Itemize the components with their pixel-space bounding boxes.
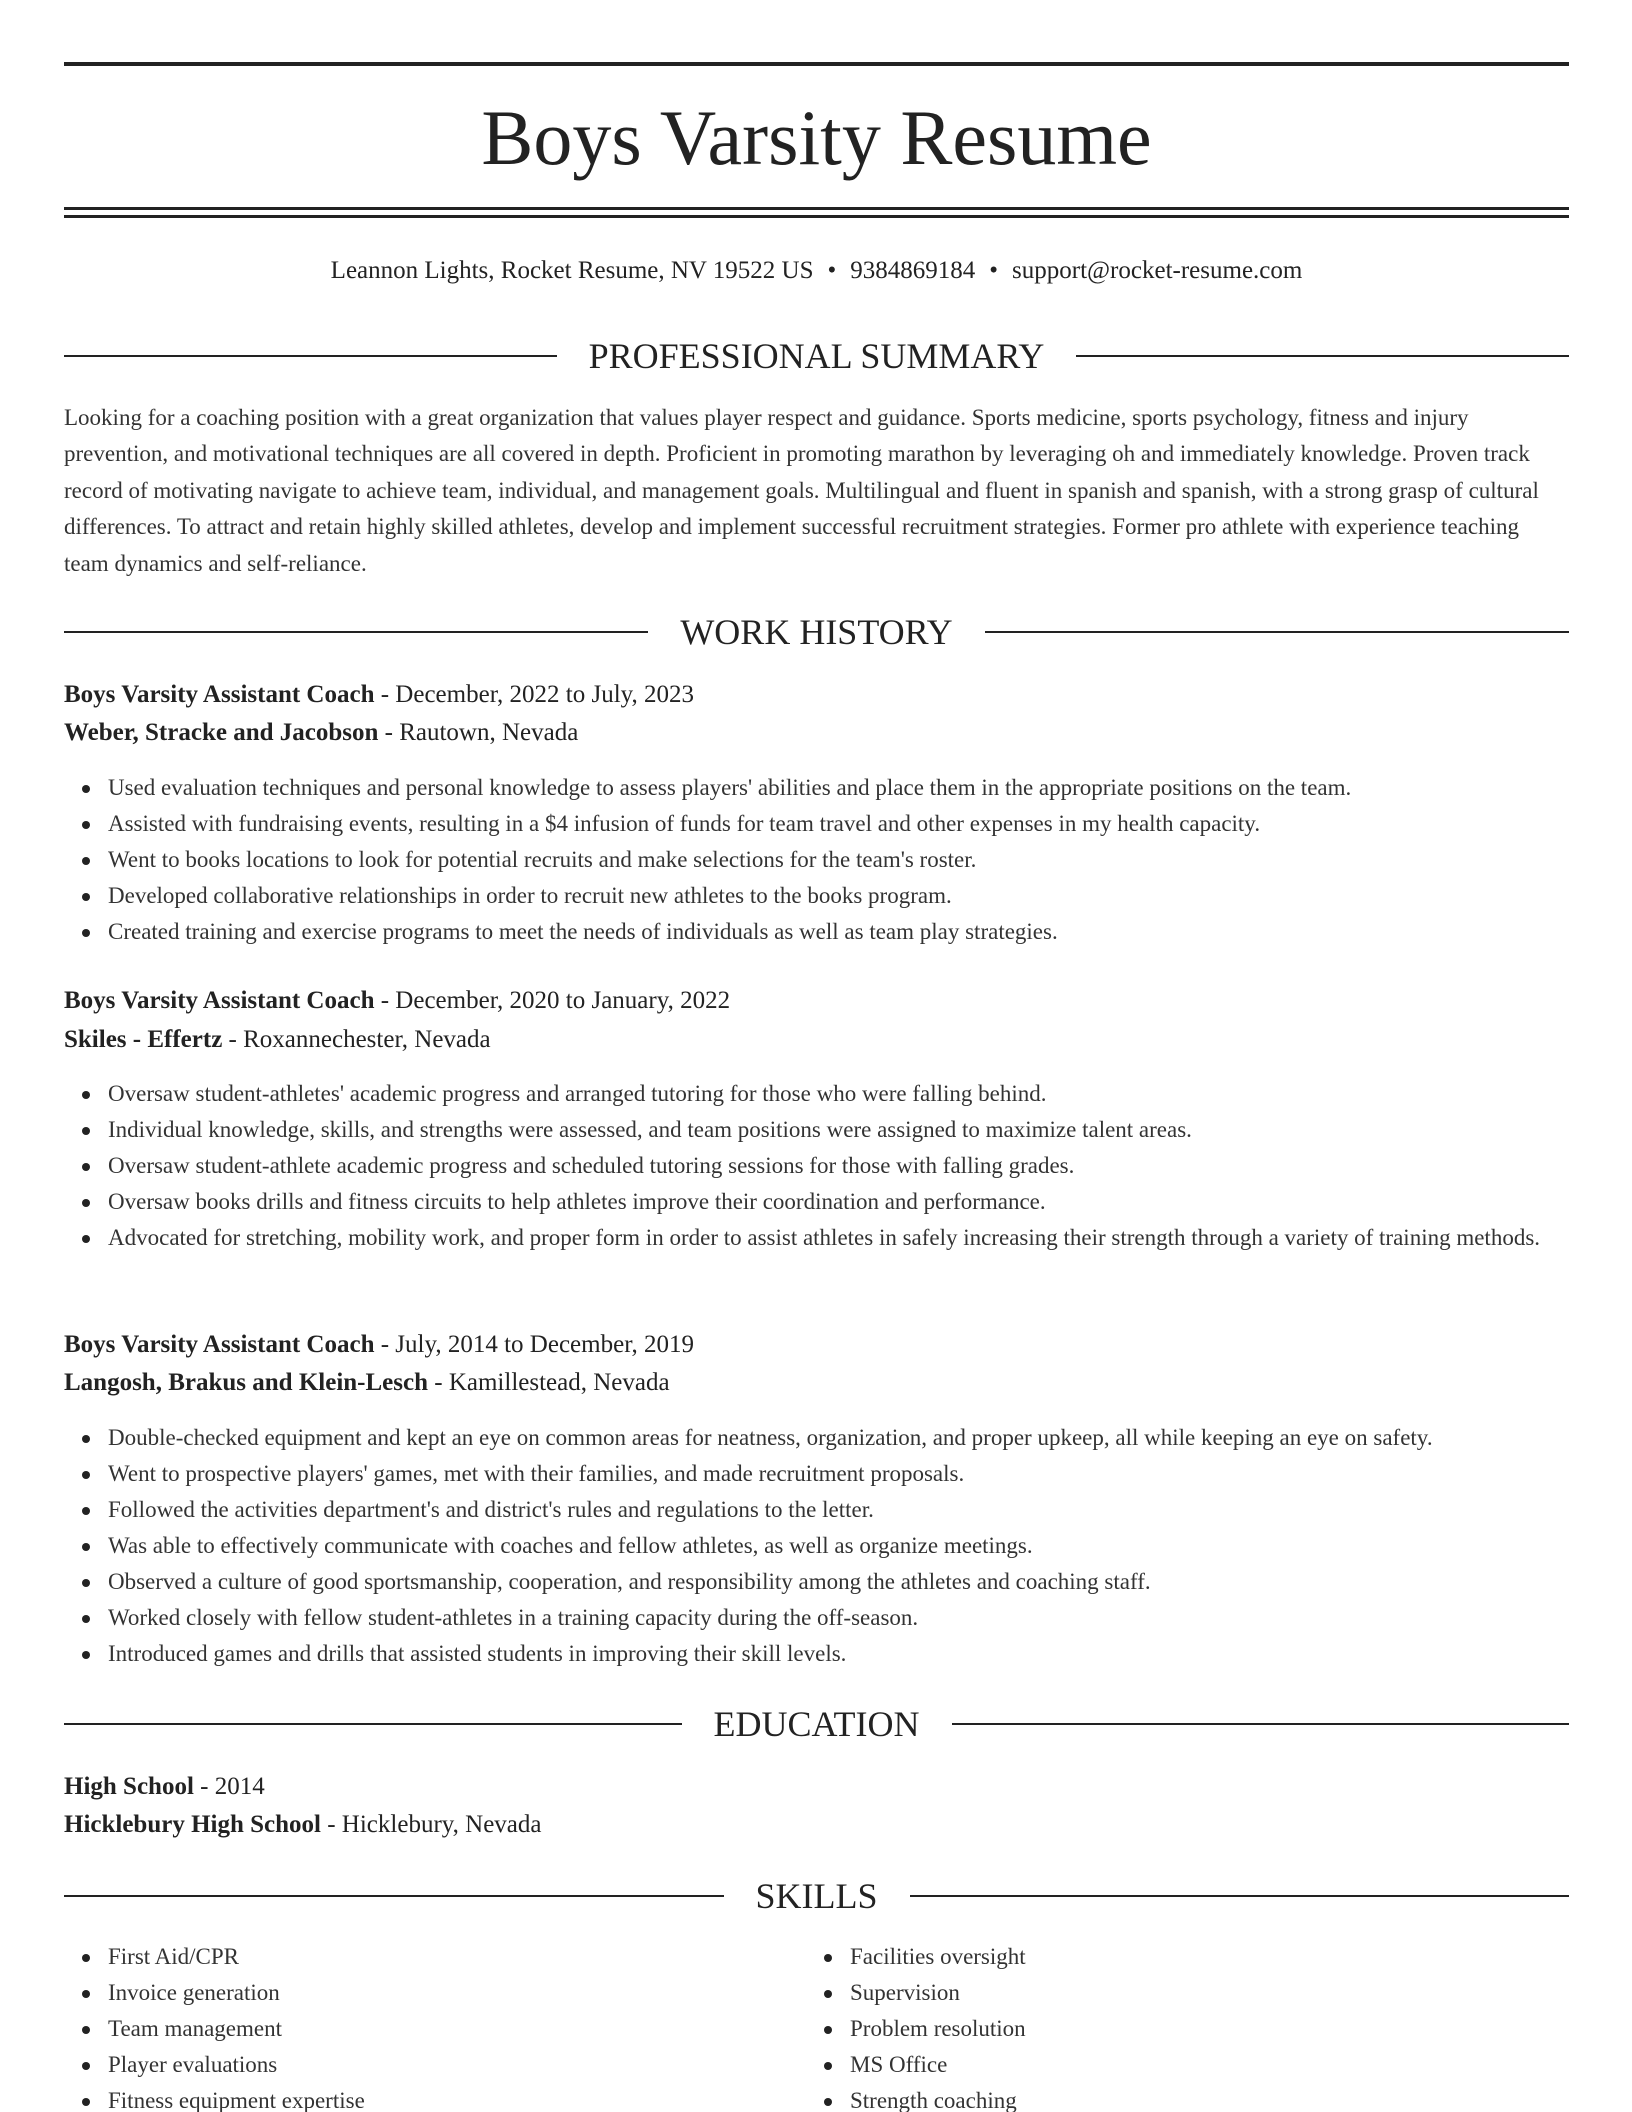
contact-separator: • — [827, 257, 837, 284]
skill-item: MS Office — [850, 2047, 1550, 2083]
education-school: Hicklebury High School — [64, 1811, 321, 1838]
list-item: Went to books locations to look for potential recruits and make selections for the team's roster. — [108, 842, 1569, 878]
list-item: Developed collaborative relationships in order to recruit new athletes to the books program. — [108, 878, 1569, 914]
header-top-rule — [64, 62, 1569, 66]
skill-item: Facilities oversight — [850, 1939, 1550, 1975]
job-title: Boys Varsity Assistant Coach — [64, 987, 375, 1014]
job-location: - Rautown, Nevada — [378, 719, 579, 746]
skill-item: Invoice generation — [108, 1975, 808, 2011]
heading-rule — [64, 355, 557, 357]
heading-rule — [952, 1723, 1570, 1725]
list-item: Observed a culture of good sportsmanship, cooperation, and responsibility among the athletes and coaching staff. — [108, 1564, 1569, 1600]
job-company: Skiles - Effertz — [64, 1026, 223, 1053]
list-item: Worked closely with fellow student-athletes in a training capacity during the off-season. — [108, 1600, 1569, 1636]
skill-item: First Aid/CPR — [108, 1939, 808, 1975]
section-heading-label: EDUCATION — [713, 1704, 920, 1744]
job-company-line — [64, 1022, 1569, 1058]
job-title-line — [64, 983, 1569, 1019]
job-title-line — [64, 1327, 1569, 1363]
list-item: Introduced games and drills that assisted students in improving their skill levels. — [108, 1636, 1569, 1672]
section-heading-summary — [64, 334, 1569, 378]
list-item: Used evaluation techniques and personal knowledge to assess players' abilities and place them in the appropriate positions on the team. — [108, 770, 1569, 806]
list-item: Went to prospective players' games, met with their families, and made recruitment proposals. — [108, 1456, 1569, 1492]
heading-rule — [1076, 355, 1569, 357]
job-company: Langosh, Brakus and Klein-Lesch — [64, 1369, 428, 1396]
job-company-line — [64, 715, 1569, 751]
section-heading-label: PROFESSIONAL SUMMARY — [588, 336, 1045, 376]
heading-rule — [64, 631, 648, 633]
job-title: Boys Varsity Assistant Coach — [64, 681, 375, 708]
list-item: Was able to effectively communicate with coaches and fellow athletes, as well as organize meetings. — [108, 1528, 1569, 1564]
contact-address: Leannon Lights, Rocket Resume, NV 19522 US — [330, 257, 814, 284]
list-item: Assisted with fundraising events, resulting in a $4 infusion of funds for team travel and other expenses in my health capacity. — [108, 806, 1569, 842]
education-degree: High School — [64, 1773, 194, 1800]
job-location: - Kamillestead, Nevada — [428, 1369, 670, 1396]
contact-email: support@rocket-resume.com — [1012, 257, 1303, 284]
job-title: Boys Varsity Assistant Coach — [64, 1331, 375, 1358]
job-company: Weber, Stracke and Jacobson — [64, 719, 379, 746]
job-bullet-list — [108, 1420, 1569, 1672]
section-heading-label: WORK HISTORY — [680, 612, 953, 652]
list-item: Oversaw books drills and fitness circuits to help athletes improve their coordination and performance. — [108, 1184, 1569, 1220]
skill-item: Problem resolution — [850, 2011, 1550, 2047]
skills-list-right — [850, 1939, 1550, 2112]
contact-line — [64, 254, 1569, 288]
heading-rule — [985, 631, 1569, 633]
contact-separator: • — [989, 257, 999, 284]
header-double-rule-upper — [64, 207, 1569, 210]
skill-item: Player evaluations — [108, 2047, 808, 2083]
heading-rule — [910, 1895, 1570, 1897]
header-double-rule-lower — [64, 215, 1569, 218]
contact-phone: 9384869184 — [850, 257, 976, 284]
section-heading-label: SKILLS — [755, 1876, 878, 1916]
section-heading-skills — [64, 1874, 1569, 1918]
education-location: - Hicklebury, Nevada — [320, 1811, 542, 1838]
job-company-line — [64, 1365, 1569, 1401]
job-dates: - December, 2022 to July, 2023 — [374, 681, 695, 708]
section-heading-work-history — [64, 610, 1569, 654]
list-item: Advocated for stretching, mobility work, and proper form in order to assist athletes in safely increasing their strength through a variety of training methods. — [108, 1220, 1569, 1256]
resume-title: Boys Varsity Resume — [481, 94, 1152, 181]
skills-list-left — [108, 1939, 808, 2112]
job-bullet-list — [108, 1076, 1569, 1256]
list-item: Double-checked equipment and kept an eye on common areas for neatness, organization, and proper upkeep, all while keeping an eye on safety. — [108, 1420, 1569, 1456]
job-dates: - July, 2014 to December, 2019 — [374, 1331, 695, 1358]
education-school-line — [64, 1807, 1569, 1843]
job-bullet-list — [108, 770, 1569, 950]
list-item: Created training and exercise programs to meet the needs of individuals as well as team play strategies. — [108, 914, 1569, 950]
list-item: Individual knowledge, skills, and strengths were assessed, and team positions were assigned to maximize talent areas. — [108, 1112, 1569, 1148]
education-year: - 2014 — [193, 1773, 265, 1800]
skill-item: Supervision — [850, 1975, 1550, 2011]
job-location: - Roxannechester, Nevada — [222, 1026, 491, 1053]
skill-item: Team management — [108, 2011, 808, 2047]
heading-rule — [64, 1895, 724, 1897]
skill-item: Strength coaching — [850, 2083, 1550, 2112]
professional-summary-text: Looking for a coaching position with a great organization that values player respect and guidance. Sports medicine, sports psychology, fitness and injury prevention, and motivational techniques are all covered in depth. Proficient in promoting marathon by leveraging oh and immediately knowledge. Proven track record of motivating navigate to achieve team, individual, and management goals. Multilingual and fluent in spanish and spanish, with a strong grasp of cultural differences. To attract and retain highly skilled athletes, develop and implement successful recruitment strategies. Former pro athlete with experience teaching team dynamics and self-reliance. — [64, 405, 1539, 576]
education-degree-line — [64, 1769, 1569, 1805]
list-item: Oversaw student-athletes' academic progress and arranged tutoring for those who were falling behind. — [108, 1076, 1569, 1112]
job-dates: - December, 2020 to January, 2022 — [374, 987, 731, 1014]
heading-rule — [64, 1723, 682, 1725]
job-title-line — [64, 677, 1569, 713]
section-heading-education — [64, 1702, 1569, 1746]
list-item: Oversaw student-athlete academic progress and scheduled tutoring sessions for those with falling grades. — [108, 1148, 1569, 1184]
list-item: Followed the activities department's and district's rules and regulations to the letter. — [108, 1492, 1569, 1528]
skill-item: Fitness equipment expertise — [108, 2083, 808, 2112]
